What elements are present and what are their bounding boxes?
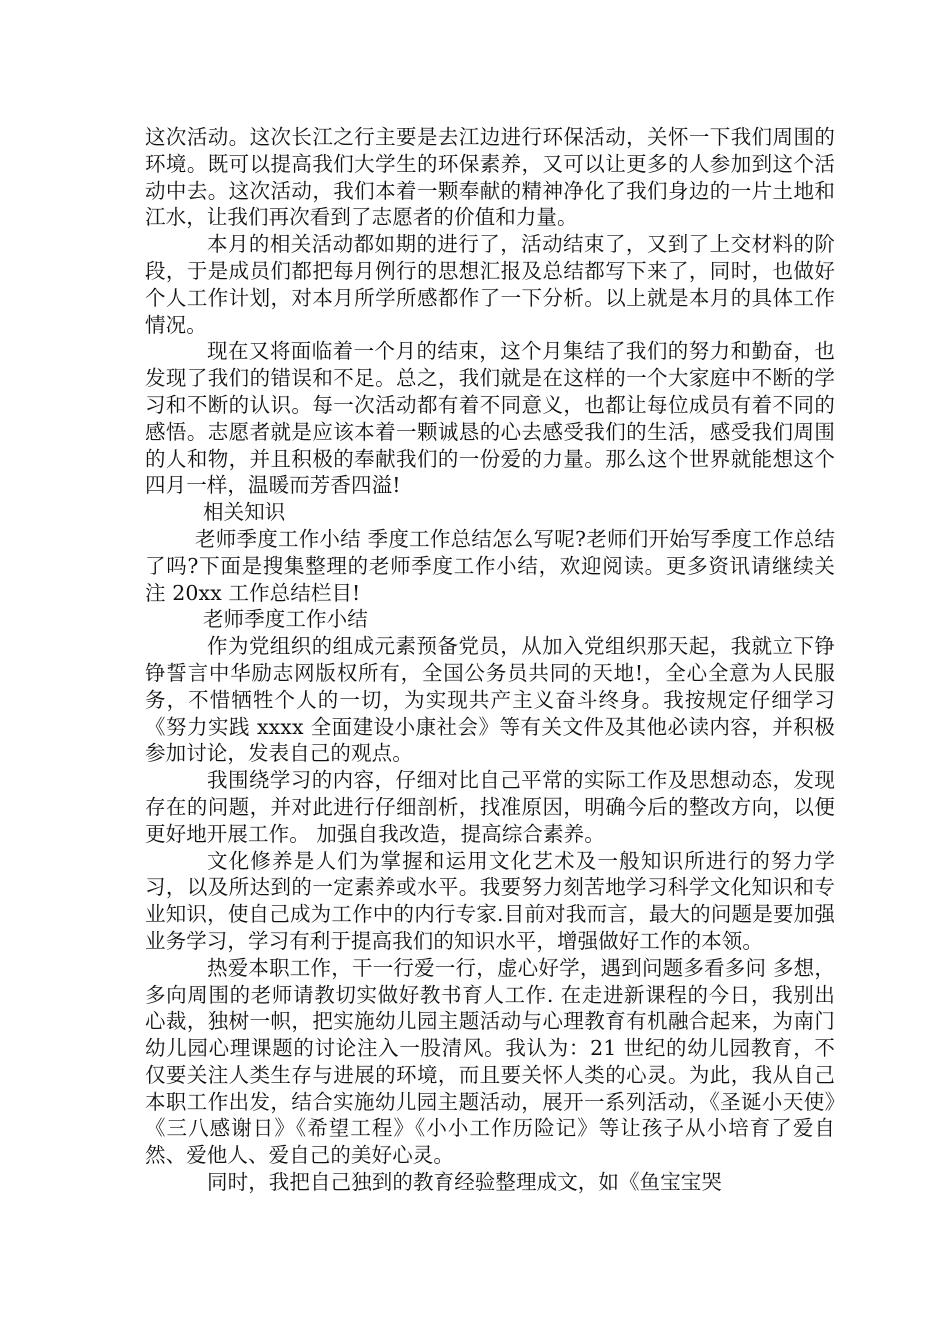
document-page — [145, 124, 835, 1196]
article-title: 老师季度工作小结 — [203, 607, 368, 632]
body-paragraph-1: 这次活动。这次长江之行主要是去江边进行环保活动，关怀一下我们周围的环境。既可以提高我们大学生的环保素养，又可以让更多的人参加到这个活动中去。这次活动，我们本着一颗奉献的精神净化了我们身边的一片土地和江水，让我们再次看到了志愿者的价值和力量。 — [145, 125, 835, 230]
intro-paragraph: 老师季度工作小结 季度工作总结怎么写呢?老师们开始写季度工作总结了吗?下面是搜集整理的老师季度工作小结，欢迎阅读。更多资讯请继续关注 20xx 工作总结栏目! — [145, 526, 835, 605]
body-paragraph-7: 热爱本职工作，干一行爱一行，虚心好学，遇到问题多看多问 多想，多向周围的老师请教切实做好教书育人工作. 在走进新课程的今日，我别出心裁，独树一帜，把实施幼儿园主题活动与心理教育有机融合起来，为南门幼儿园心理课题的讨论注入一股清风。我认为：21 世纪的幼儿园教育，不仅要关注人类生存与进展的环境，而且要关怀人类的心灵。为此，我从自己本职工作出发，结合实施幼儿园主题活动，展开一系列活动，《圣诞小天使》《三八感谢日》《希望工程》《小小工作历险记》等让孩子从小培育了爱自然、爱他人、爱自己的美好心灵。 — [145, 955, 835, 1168]
body-paragraph-3: 现在又将面临着一个月的结束，这个月集结了我们的努力和勤奋，也发现了我们的错误和不足。总之，我们就是在这样的一个大家庭中不断的学习和不断的认识。每一次活动都有着不同意义，也都让每位成员有着不同的感悟。志愿者就是应该本着一颗诚恳的心去感受我们的生活，感受我们周围的人和物，并且积极的奉献我们的一份爱的力量。那么这个世界就能想这个四月一样，温暖而芳香四溢! — [145, 339, 835, 498]
body-paragraph-4: 作为党组织的组成元素预备党员，从加入党组织那天起，我就立下铮铮誓言中华励志网版权所有，全国公务员共同的天地!，全心全意为人民服务，不惜牺牲个人的一切，为实现共产主义奋斗终身。我按规定仔细学习《努力实践 xxxx 全面建设小康社会》等有关文件及其他必读内容，并积极参加讨论，发表自己的观点。 — [145, 634, 835, 766]
section-heading-related-knowledge: 相关知识 — [203, 500, 286, 525]
body-paragraph-6: 文化修养是人们为掌握和运用文化艺术及一般知识所进行的努力学习，以及所达到的一定素养或水平。我要努力刻苦地学习科学文化知识和专业知识，使自己成为工作中的内行专家.目前对我而言，最大的问题是要加强业务学习，学习有利于提高我们的知识水平，增强做好工作的本领。 — [145, 848, 835, 953]
body-paragraph-2: 本月的相关活动都如期的进行了，活动结束了，又到了上交材料的阶段，于是成员们都把每月例行的思想汇报及总结都写下来了，同时，也做好个人工作计划，对本月所学所感都作了一下分析。以上就是本月的具体工作情况。 — [145, 232, 835, 337]
body-paragraph-8: 同时，我把自己独到的教育经验整理成文，如《鱼宝宝哭 — [207, 1170, 722, 1195]
body-paragraph-5: 我围绕学习的内容，仔细对比自己平常的实际工作及思想动态，发现存在的问题，并对此进行仔细剖析，找准原因，明确今后的整改方向，以便更好地开展工作。 加强自我改造，提高综合素养。 — [145, 768, 835, 846]
